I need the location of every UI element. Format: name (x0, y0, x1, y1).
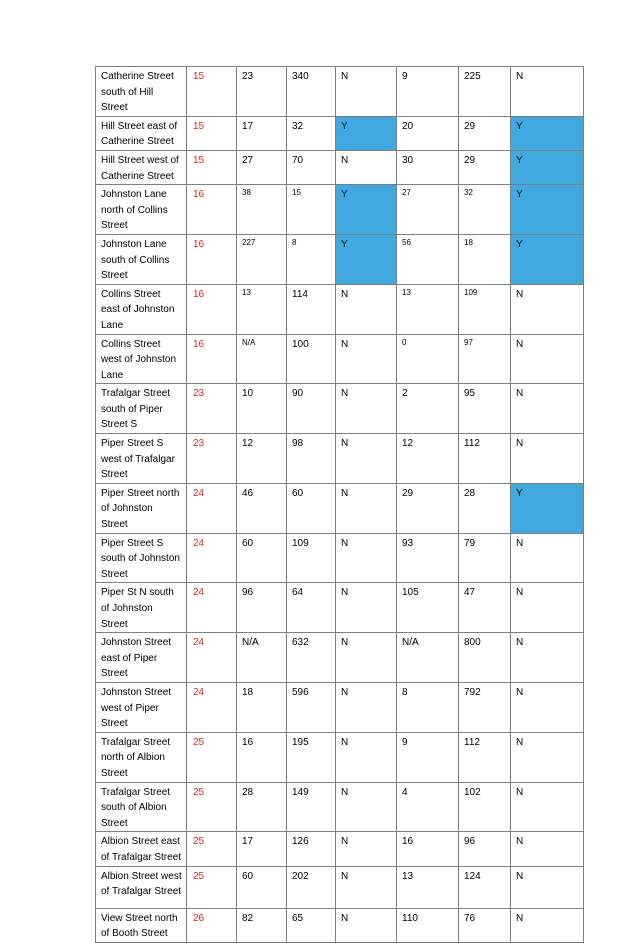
count-cell: 60 (237, 866, 287, 908)
route-number-cell: 26 (187, 908, 237, 942)
count-cell: 96 (237, 583, 287, 633)
flag-cell: N (336, 67, 397, 117)
location-cell: Albion Street east of Trafalgar Street (96, 832, 187, 866)
route-number-cell: 25 (187, 782, 237, 832)
flag-cell: Y (511, 234, 584, 284)
count-cell: 28 (237, 782, 287, 832)
location-cell: Johnston Street east of Piper Street (96, 633, 187, 683)
count-cell: 202 (287, 866, 336, 908)
count-cell: 102 (459, 782, 511, 832)
count-cell: 8 (287, 234, 336, 284)
flag-cell: Y (336, 185, 397, 235)
table-row (96, 908, 584, 942)
location-cell: Trafalgar Street south of Albion Street (96, 782, 187, 832)
table-row (96, 732, 584, 782)
flag-cell: Y (511, 116, 584, 150)
count-cell: 23 (237, 67, 287, 117)
count-cell: 82 (237, 908, 287, 942)
count-cell: 17 (237, 116, 287, 150)
table-row (96, 533, 584, 583)
route-number-cell: 25 (187, 832, 237, 866)
table-row (96, 384, 584, 434)
count-cell: 29 (459, 116, 511, 150)
flag-cell: N (336, 682, 397, 732)
route-number-cell: 25 (187, 866, 237, 908)
count-cell: 109 (287, 533, 336, 583)
table-row (96, 633, 584, 683)
location-cell: Piper St N south of Johnston Street (96, 583, 187, 633)
count-cell: 70 (287, 150, 336, 184)
flag-cell: N (511, 284, 584, 334)
route-number-cell: 15 (187, 116, 237, 150)
count-cell: 13 (237, 284, 287, 334)
survey-table-body (96, 67, 584, 943)
route-number-cell: 24 (187, 682, 237, 732)
count-cell: 105 (397, 583, 459, 633)
count-cell: 12 (397, 434, 459, 484)
count-cell: 27 (237, 150, 287, 184)
location-cell: Collins Street west of Johnston Lane (96, 334, 187, 384)
location-cell: Piper Street north of Johnston Street (96, 483, 187, 533)
route-number-cell: 23 (187, 384, 237, 434)
table-row (96, 782, 584, 832)
count-cell: 632 (287, 633, 336, 683)
table-row (96, 150, 584, 184)
count-cell: 10 (237, 384, 287, 434)
location-cell: Johnston Street west of Piper Street (96, 682, 187, 732)
table-row (96, 434, 584, 484)
table-row (96, 116, 584, 150)
count-cell: 96 (459, 832, 511, 866)
location-cell: Collins Street east of Johnston Lane (96, 284, 187, 334)
route-number-cell: 24 (187, 533, 237, 583)
route-number-cell: 24 (187, 633, 237, 683)
flag-cell: N (511, 832, 584, 866)
count-cell: 15 (287, 185, 336, 235)
flag-cell: N (336, 384, 397, 434)
flag-cell: N (336, 732, 397, 782)
flag-cell: N (336, 533, 397, 583)
flag-cell: N (336, 633, 397, 683)
count-cell: 28 (459, 483, 511, 533)
route-number-cell: 15 (187, 67, 237, 117)
count-cell: 29 (397, 483, 459, 533)
flag-cell: N (336, 334, 397, 384)
count-cell: 9 (397, 732, 459, 782)
location-cell: Albion Street west of Trafalgar Street (96, 866, 187, 908)
table-row (96, 832, 584, 866)
flag-cell: N (336, 483, 397, 533)
flag-cell: N (511, 633, 584, 683)
route-number-cell: 16 (187, 234, 237, 284)
count-cell: 0 (397, 334, 459, 384)
flag-cell: N (511, 384, 584, 434)
count-cell: 98 (287, 434, 336, 484)
count-cell: 110 (397, 908, 459, 942)
count-cell: 60 (287, 483, 336, 533)
count-cell: 16 (397, 832, 459, 866)
route-number-cell: 25 (187, 732, 237, 782)
route-number-cell: 16 (187, 185, 237, 235)
table-row (96, 67, 584, 117)
flag-cell: N (336, 908, 397, 942)
location-cell: Hill Street west of Catherine Street (96, 150, 187, 184)
count-cell: 18 (237, 682, 287, 732)
flag-cell: Y (511, 185, 584, 235)
count-cell: 56 (397, 234, 459, 284)
count-cell: 2 (397, 384, 459, 434)
count-cell: 225 (459, 67, 511, 117)
location-cell: Piper Street S south of Johnston Street (96, 533, 187, 583)
flag-cell: N (336, 583, 397, 633)
route-number-cell: 15 (187, 150, 237, 184)
table-row (96, 234, 584, 284)
flag-cell: N (336, 434, 397, 484)
count-cell: 65 (287, 908, 336, 942)
count-cell: 596 (287, 682, 336, 732)
table-row (96, 682, 584, 732)
flag-cell: N (336, 832, 397, 866)
count-cell: 12 (237, 434, 287, 484)
count-cell: 13 (397, 284, 459, 334)
location-cell: Trafalgar Street north of Albion Street (96, 732, 187, 782)
count-cell: 195 (287, 732, 336, 782)
count-cell: 17 (237, 832, 287, 866)
count-cell: 800 (459, 633, 511, 683)
flag-cell: N (336, 284, 397, 334)
location-cell: Trafalgar Street south of Piper Street S (96, 384, 187, 434)
location-cell: Johnston Lane north of Collins Street (96, 185, 187, 235)
flag-cell: N (511, 682, 584, 732)
location-cell: Hill Street east of Catherine Street (96, 116, 187, 150)
table-row (96, 866, 584, 908)
route-number-cell: 23 (187, 434, 237, 484)
location-cell: Johnston Lane south of Collins Street (96, 234, 187, 284)
flag-cell: N (336, 866, 397, 908)
table-row (96, 284, 584, 334)
route-number-cell: 16 (187, 334, 237, 384)
table-row (96, 185, 584, 235)
flag-cell: Y (511, 483, 584, 533)
route-number-cell: 24 (187, 483, 237, 533)
count-cell: 4 (397, 782, 459, 832)
count-cell: 38 (237, 185, 287, 235)
count-cell: 792 (459, 682, 511, 732)
count-cell: 30 (397, 150, 459, 184)
location-cell: Catherine Street south of Hill Street (96, 67, 187, 117)
count-cell: 60 (237, 533, 287, 583)
count-cell: N/A (237, 633, 287, 683)
count-cell: N/A (397, 633, 459, 683)
flag-cell: N (511, 67, 584, 117)
count-cell: 93 (397, 533, 459, 583)
count-cell: 76 (459, 908, 511, 942)
count-cell: 8 (397, 682, 459, 732)
count-cell: 90 (287, 384, 336, 434)
count-cell: 16 (237, 732, 287, 782)
flag-cell: N (511, 533, 584, 583)
flag-cell: Y (336, 116, 397, 150)
table-row (96, 583, 584, 633)
count-cell: 13 (397, 866, 459, 908)
count-cell: 29 (459, 150, 511, 184)
flag-cell: Y (336, 234, 397, 284)
count-cell: 97 (459, 334, 511, 384)
location-cell: View Street north of Booth Street (96, 908, 187, 942)
count-cell: 109 (459, 284, 511, 334)
count-cell: 114 (287, 284, 336, 334)
count-cell: 149 (287, 782, 336, 832)
route-number-cell: 16 (187, 284, 237, 334)
table-row (96, 483, 584, 533)
count-cell: 32 (287, 116, 336, 150)
count-cell: 112 (459, 732, 511, 782)
count-cell: 46 (237, 483, 287, 533)
flag-cell: N (336, 782, 397, 832)
flag-cell: N (511, 583, 584, 633)
count-cell: 32 (459, 185, 511, 235)
count-cell: 340 (287, 67, 336, 117)
count-cell: 20 (397, 116, 459, 150)
count-cell: 64 (287, 583, 336, 633)
count-cell: 18 (459, 234, 511, 284)
count-cell: 124 (459, 866, 511, 908)
flag-cell: N (511, 782, 584, 832)
flag-cell: N (511, 908, 584, 942)
count-cell: 112 (459, 434, 511, 484)
count-cell: 9 (397, 67, 459, 117)
count-cell: 95 (459, 384, 511, 434)
count-cell: 79 (459, 533, 511, 583)
location-cell: Piper Street S west of Trafalgar Street (96, 434, 187, 484)
survey-table (95, 66, 584, 943)
flag-cell: N (511, 334, 584, 384)
count-cell: 27 (397, 185, 459, 235)
flag-cell: N (511, 866, 584, 908)
count-cell: 227 (237, 234, 287, 284)
count-cell: 126 (287, 832, 336, 866)
flag-cell: N (336, 150, 397, 184)
flag-cell: N (511, 732, 584, 782)
flag-cell: Y (511, 150, 584, 184)
count-cell: 100 (287, 334, 336, 384)
count-cell: 47 (459, 583, 511, 633)
route-number-cell: 24 (187, 583, 237, 633)
table-row (96, 334, 584, 384)
flag-cell: N (511, 434, 584, 484)
count-cell: N/A (237, 334, 287, 384)
